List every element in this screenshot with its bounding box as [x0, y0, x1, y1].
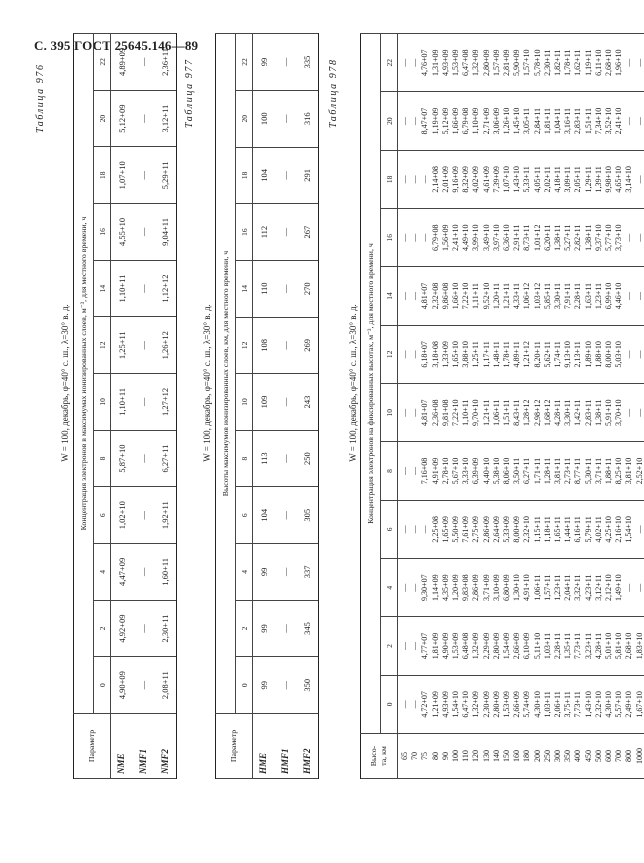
hour-header: 16	[94, 204, 111, 261]
value-column: — — — 2,14+08 2,01+09 9,16+09 8,32+09 4,02+09 4,61+09 7,39+09 1,07+10 1,43+10 5,33+11 4,05+11 2,02+11 4,18+11 3,09+11 2,05+11 1,29+11 1,39+11 9,98+10 4,65+10 3,14+10 —	[398, 150, 644, 208]
table-cell: 4,92+09	[111, 600, 133, 657]
table-cell: 104	[253, 147, 275, 204]
table-cell: —	[133, 317, 155, 374]
hour-header: 10	[381, 384, 398, 442]
table-cell: 99	[253, 657, 275, 714]
table-cell: 2,30+11	[155, 600, 177, 657]
table-cell: —	[275, 487, 297, 544]
hour-header: 2	[94, 600, 111, 657]
hour-header: 10	[236, 374, 253, 431]
table-cell: 3,12+11	[155, 90, 177, 147]
hour-header: 0	[236, 657, 253, 714]
value-column: — — 9,30+07 1,14+09 4,35+09 1,20+09 9,83+08 2,86+09 3,71+09 3,10+09 6,80+09 1,30+10 4,91+10 1,06+11 1,57+11 1,23+11 2,04+11 3,32+11 4,23+11 3,12+11 2,12+10 1,49+10 — —	[398, 559, 644, 617]
table-cell: —	[275, 90, 297, 147]
hour-header: 16	[381, 209, 398, 267]
param-header: Параметр	[74, 714, 111, 779]
table-cell: —	[275, 657, 297, 714]
table-cell: 1,27+12	[155, 374, 177, 431]
table-cell: 5,87+10	[111, 430, 133, 487]
page-header: С. 395 ГОСТ 25645.146—89	[34, 38, 199, 53]
hour-header: 20	[236, 90, 253, 147]
table-cell: 1,92+11	[155, 487, 177, 544]
table-cell: 109	[253, 374, 275, 431]
table-row	[297, 34, 319, 779]
hour-header: 8	[381, 442, 398, 500]
table-cell: 99	[253, 600, 275, 657]
table-cell: 243	[297, 374, 319, 431]
param-name: NMF2	[155, 714, 177, 779]
span-header: Концентрация электронов в максимумах ионизированных слоев, м⁻³, для местного времени, ч	[74, 34, 94, 714]
table-cell: —	[275, 147, 297, 204]
param-name: NMF1	[133, 714, 155, 779]
param-header: Параметр	[216, 714, 253, 779]
table-cell: —	[275, 374, 297, 431]
table-cell: —	[275, 544, 297, 601]
hour-header: 18	[236, 147, 253, 204]
height-header: Высо- та, км	[361, 734, 398, 779]
table-cell: 1,02+10	[111, 487, 133, 544]
table-978-label: Таблица 978	[328, 58, 339, 128]
table-row	[253, 34, 275, 779]
table-cell: 1,12+12	[155, 260, 177, 317]
table-cell: 110	[253, 260, 275, 317]
hour-header: 2	[236, 600, 253, 657]
hour-header: 22	[236, 34, 253, 91]
table-cell: 99	[253, 544, 275, 601]
table-cell: 1,60+11	[155, 544, 177, 601]
hour-header: 12	[381, 325, 398, 383]
span-header: Концентрация электронов на фиксированных высотах, м⁻³, для местного времени, ч	[361, 34, 381, 734]
table-cell: 305	[297, 487, 319, 544]
table-cell: 4,90+09	[111, 657, 133, 714]
value-column: — — 6,18+07 3,18+08 1,33+09 1,65+10 3,88+10 1,25+11 1,17+11 1,48+11 1,78+11 4,89+11 1,21+12 8,20+11 5,62+11 1,74+11 9,13+10 2,13+11 1,89+10 1,88+10 8,00+10 5,03+10 — —	[398, 325, 644, 383]
param-name: HMF1	[275, 714, 297, 779]
table-cell: 104	[253, 487, 275, 544]
value-column: — — 4,77+07 1,81+09 4,90+09 1,53+09 6,48+08 1,32+09 2,29+09 2,80+09 1,54+09 2,66+09 6,10+09 5,11+10 1,03+11 2,28+11 1,35+11 7,73+11 3,23+11 4,28+11 5,01+10 5,81+10 2,68+10 1,83+10	[398, 617, 644, 675]
table-cell: —	[275, 600, 297, 657]
table-cell: —	[133, 34, 155, 91]
table-row	[133, 34, 155, 779]
height-column: 65 70 75 80 90 100 110 120 130 140 150 160 180 200 250 300 350 400 450 500 600 700 800 1000	[398, 734, 644, 779]
table-cell: —	[275, 260, 297, 317]
table-cell: 9,04+11	[155, 204, 177, 261]
table-cell: 337	[297, 544, 319, 601]
table-row	[111, 34, 133, 779]
table-cell: 2,08+11	[155, 657, 177, 714]
table-cell: —	[133, 204, 155, 261]
table-cell: 6,27+11	[155, 430, 177, 487]
value-column: — — 4,81+07 2,32+08 9,86+08 1,66+10 7,22+10 1,11+11 9,52+10 1,20+11 1,21+11 4,33+11 1,06+12 1,03+12 5,85+11 3,30+11 7,91+11 2,28+11 1,63+11 1,23+11 6,99+10 4,46+10 — —	[398, 267, 644, 325]
table-cell: 1,25+11	[111, 317, 133, 374]
hour-header: 12	[236, 317, 253, 374]
hour-header: 0	[381, 675, 398, 733]
hour-header: 8	[236, 430, 253, 487]
table-976-condition: W = 100, декабрь, φ=40° с. ш., λ=30° в. д.	[60, 304, 70, 462]
hour-header: 16	[236, 204, 253, 261]
table-cell: 269	[297, 317, 319, 374]
table-977-condition: W = 100, декабрь, φ=40° с. ш., λ=30° в. д.	[202, 304, 212, 462]
table-cell: —	[133, 260, 155, 317]
table-cell: 2,36+11	[155, 34, 177, 91]
table-cell: 4,47+09	[111, 544, 133, 601]
table-cell: —	[133, 430, 155, 487]
table-cell: —	[133, 544, 155, 601]
table-cell: —	[133, 374, 155, 431]
table-cell: 4,55+10	[111, 204, 133, 261]
table-row	[275, 34, 297, 779]
table-cell: —	[275, 430, 297, 487]
hour-header: 18	[381, 150, 398, 208]
table-cell: —	[275, 34, 297, 91]
table-cell: —	[133, 487, 155, 544]
table-976-label: Таблица 976	[35, 63, 46, 133]
hour-header: 18	[94, 147, 111, 204]
hour-header: 22	[94, 34, 111, 91]
table-976	[73, 33, 177, 779]
table-cell: —	[133, 90, 155, 147]
hour-header: 4	[94, 544, 111, 601]
table-cell: 350	[297, 657, 319, 714]
table-cell: 316	[297, 90, 319, 147]
hour-header: 6	[381, 500, 398, 558]
param-name: HME	[253, 714, 275, 779]
param-name: HMF2	[297, 714, 319, 779]
table-cell: 100	[253, 90, 275, 147]
table-cell: 108	[253, 317, 275, 374]
table-cell: 5,29+11	[155, 147, 177, 204]
table-cell: 270	[297, 260, 319, 317]
value-column: — — 4,81+07 2,36+08 9,81+08 7,22+10 1,10+11 9,70+10 1,21+11 1,06+11 1,51+11 8,43+11 1,28+12 2,98+12 1,68+12 4,28+11 3,30+11 1,42+11 2,83+11 1,38+11 5,91+10 3,70+10 — —	[398, 384, 644, 442]
table-cell: 1,10+11	[111, 374, 133, 431]
table-cell: —	[133, 657, 155, 714]
table-cell: 291	[297, 147, 319, 204]
table-cell: 1,26+12	[155, 317, 177, 374]
hour-header: 4	[236, 544, 253, 601]
table-cell: 267	[297, 204, 319, 261]
value-column: — — — 2,25+08 1,65+09 5,50+09 7,61+09 2,75+09 2,86+09 2,64+09 5,33+09 8,00+09 2,32+10 1,15+11 1,18+11 1,65+11 1,44+11 6,16+11 5,79+11 4,02+11 4,25+10 2,16+10 1,54+10 —	[398, 500, 644, 558]
table-cell: 4,89+09	[111, 34, 133, 91]
hour-header: 6	[236, 487, 253, 544]
table-977	[215, 33, 319, 779]
hour-header: 4	[381, 559, 398, 617]
hour-header: 10	[94, 374, 111, 431]
table-978	[360, 33, 644, 779]
hour-header: 12	[94, 317, 111, 374]
table-cell: 250	[297, 430, 319, 487]
value-column: — — 4,72+07 1,21+09 4,93+09 1,54+10 6,47+10 1,32+09 2,30+09 2,80+09 1,53+09 2,66+09 5,74+09 4,30+10 1,03+11 2,06+11 3,75+11 7,73+11 1,43+10 2,32+10 4,30+10 5,57+10 2,49+10 1,67+10	[398, 675, 644, 733]
hour-header: 0	[94, 657, 111, 714]
table-cell: 335	[297, 34, 319, 91]
table-row	[155, 34, 177, 779]
hour-header: 6	[94, 487, 111, 544]
hour-header: 2	[381, 617, 398, 675]
value-column: — — 4,76+07 1,31+09 4,93+09 1,53+09 6,47+08 1,32+09 2,80+09 1,57+09 2,81+09 5,90+09 1,57+10 5,78+10 2,30+11 1,82+11 1,78+11 1,62+11 1,19+11 6,11+10 2,68+10 1,96+10 — —	[398, 34, 644, 92]
table-cell: 99	[253, 34, 275, 91]
hour-header: 14	[94, 260, 111, 317]
table-cell: —	[133, 147, 155, 204]
hour-header: 20	[381, 92, 398, 150]
hour-header: 14	[381, 267, 398, 325]
value-column: — — 8,47+07 1,19+09 5,12+09 1,66+09 6,79+08 1,10+09 2,71+09 3,06+09 1,26+10 1,45+10 3,05+11 2,84+11 1,81+11 1,04+11 3,16+11 2,83+11 1,51+11 7,34+10 3,52+10 2,41+10 — —	[398, 92, 644, 150]
table-cell: 345	[297, 600, 319, 657]
hour-header: 22	[381, 34, 398, 92]
value-column: — — — 6,79+08 1,56+09 2,41+10 4,49+10 3,99+10 3,49+10 3,97+10 6,36+10 2,91+11 8,73+11 1,01+12 6,20+11 1,38+11 5,27+11 2,82+11 1,38+11 9,37+10 5,77+10 3,73+10 — —	[398, 209, 644, 267]
table-cell: —	[133, 600, 155, 657]
span-header: Высоты максимумов ионизированных слоев, км, для местного времени, ч	[216, 34, 236, 714]
table-cell: —	[275, 317, 297, 374]
value-column: — — 7,16+08 4,91+09 2,78+10 5,67+10 3,33+10 6,39+09 4,40+10 5,38+10 8,06+10 3,50+11 6,27+11 1,71+11 1,28+11 3,81+11 2,73+11 8,77+11 5,30+11 3,71+11 1,88+11 8,25+10 3,81+10 2,52+10	[398, 442, 644, 500]
table-cell: —	[275, 204, 297, 261]
table-977-label: Таблица 977	[184, 58, 195, 128]
table-cell: 113	[253, 430, 275, 487]
hour-header: 14	[236, 260, 253, 317]
hour-header: 20	[94, 90, 111, 147]
table-cell: 112	[253, 204, 275, 261]
param-name: NME	[111, 714, 133, 779]
hour-header: 8	[94, 430, 111, 487]
table-cell: 1,07+10	[111, 147, 133, 204]
table-cell: 5,12+09	[111, 90, 133, 147]
table-cell: 1,10+11	[111, 260, 133, 317]
table-978-condition: W = 100, декабрь, φ=40° с. ш., λ=30° в. д.	[348, 304, 358, 462]
